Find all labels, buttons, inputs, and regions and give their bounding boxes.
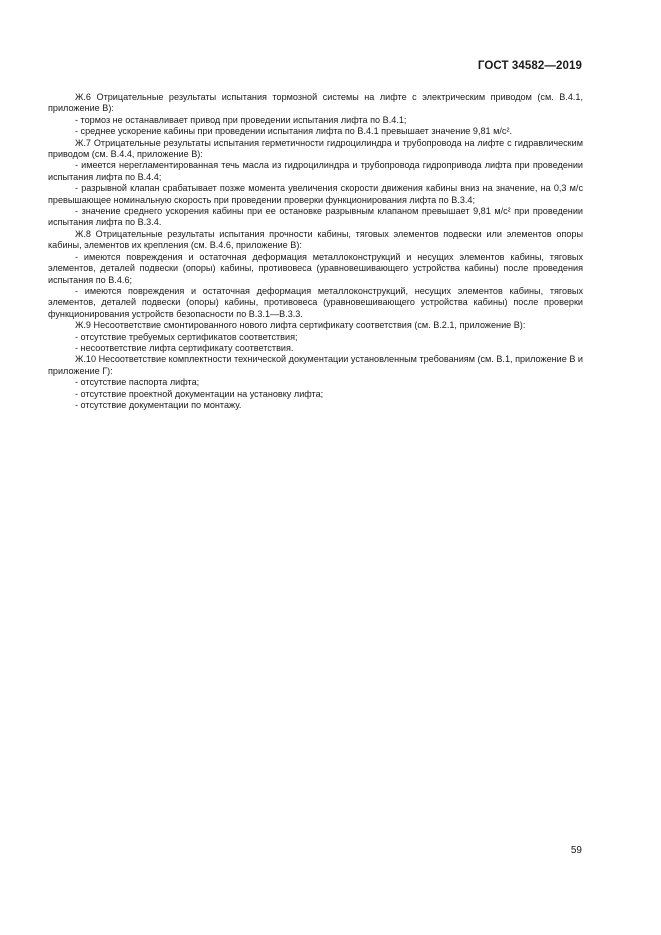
clause-zh7: Ж.7 Отрицательные результаты испытания герметичности гидроцилиндра и трубопровода на лифте с гидравлическим приводом (см. В.4.4, приложение В): xyxy=(48,137,583,160)
clause-zh10: Ж.10 Несоответствие комплектности технической документации установленным требованиям (см. В.1, приложение В и приложение Г): xyxy=(48,354,583,376)
clause-zh6: Ж.6 Отрицательные результаты испытания тормозной системы на лифте с электрическим приводом (см. В.4.1, приложение В): xyxy=(48,92,583,114)
list-item: - имеются повреждения и остаточная деформация металлоконструкций, несущих элементов кабины, тяговых элементов, деталей подвески (опоры) кабины, противовеса (уравновешивающего устройства кабины) после проверки функционирования устройств безопасности по В.3.1—В.3.3. xyxy=(48,285,583,319)
clause-zh8: Ж.8 Отрицательные результаты испытания прочности кабины, тяговых элементов подвески или элементов опоры кабины, элементов их крепления (см. В.4.6, приложение В): xyxy=(48,228,583,251)
list-item: - имеются повреждения и остаточная деформация металлоконструкций и несущих элементов кабины, тяговых элементов, деталей подвески (опоры) кабины, противовеса (уравновешивающего устройства кабины) после проведения испытания по В.4.6; xyxy=(48,251,583,285)
clause-zh9: Ж.9 Несоответствие смонтированного нового лифта сертификату соответствия (см. В.2.1, приложение В): xyxy=(75,320,526,331)
list-item: - несоответствие лифта сертификату соответствия. xyxy=(75,342,294,353)
list-item: - среднее ускорение кабины при проведении испытания лифта по В.4.1 превышает значение 9,81 м/с². xyxy=(75,126,512,137)
list-item: - разрывной клапан срабатывает позже момента увеличения скорости движения кабины вниз на значение, на 0,3 м/с превышающее номинальную скорость при проведении проверки функционирования лифта по В.3.4; xyxy=(48,183,583,205)
list-item: - отсутствие документации по монтажу. xyxy=(75,399,242,410)
list-item: - отсутствие паспорта лифта; xyxy=(75,377,200,388)
body-text xyxy=(48,92,583,411)
list-item: - отсутствие проектной документации на установку лифта; xyxy=(75,388,324,399)
page-number: 59 xyxy=(570,845,582,856)
list-item: - имеется нерегламентированная течь масла из гидроцилиндра и трубопровода гидропривода лифта при проведении испытания лифта по В.4.4; xyxy=(48,160,583,182)
list-item: - значение среднего ускорения кабины при ее остановке разрывным клапаном превышает 9,81 м/с² при проведении испытания лифта по В.3.4. xyxy=(48,206,583,228)
document-code-header: ГОСТ 34582—2019 xyxy=(477,60,582,72)
list-item: - отсутствие требуемых сертификатов соответствия; xyxy=(75,331,298,342)
list-item: - тормоз не останавливает привод при проведении испытания лифта по В.4.1; xyxy=(75,114,407,125)
